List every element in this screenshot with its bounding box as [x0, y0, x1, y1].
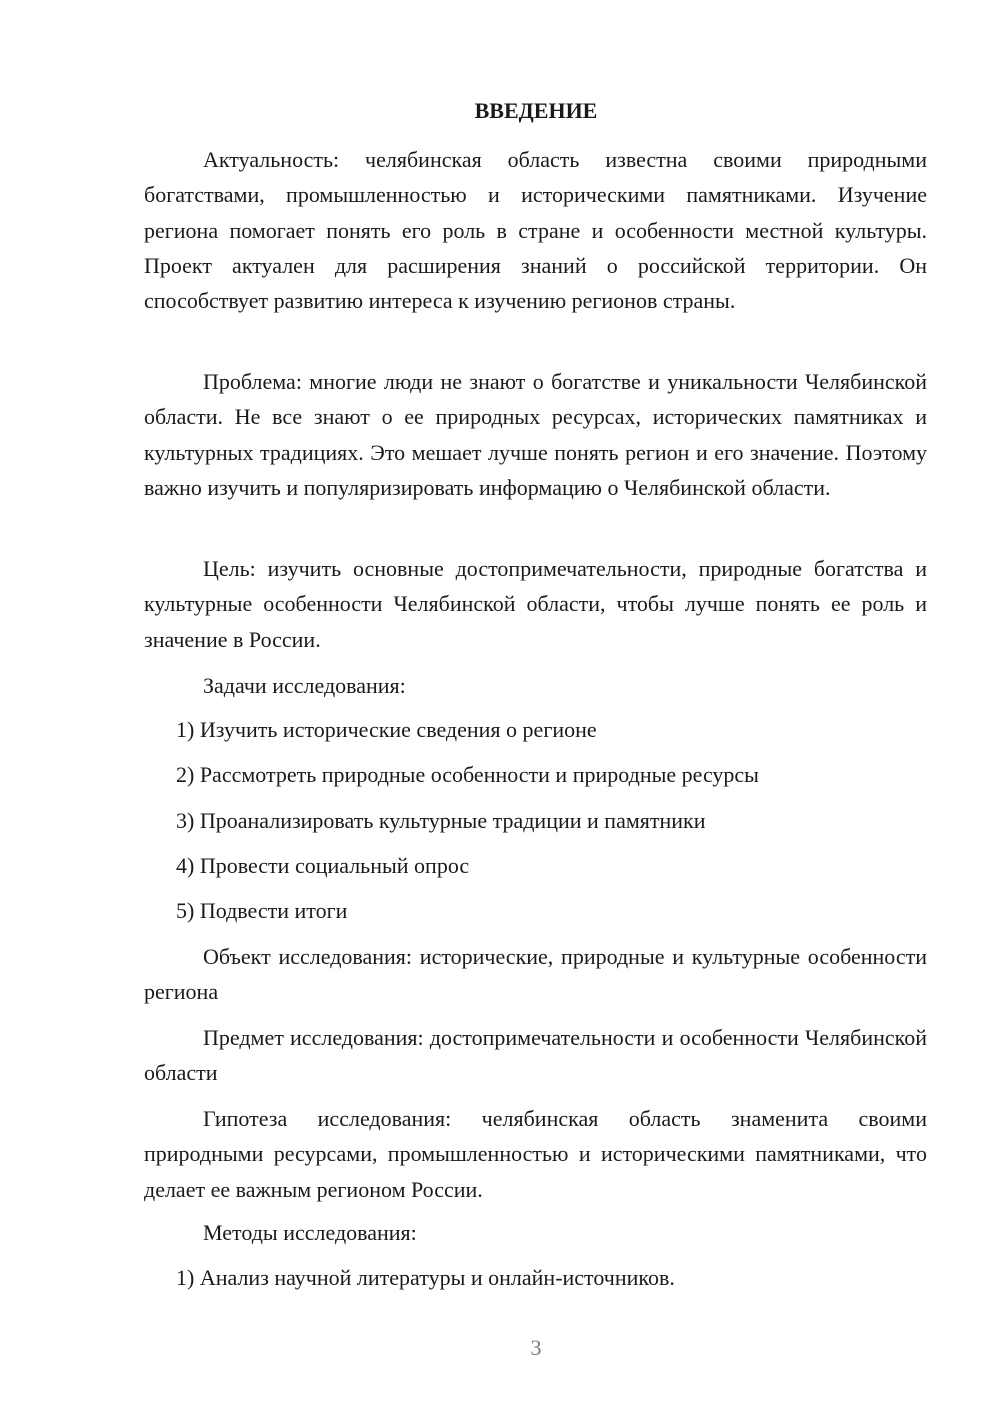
goal-paragraph	[144, 551, 927, 657]
subject-paragraph	[144, 1020, 927, 1091]
task-item: 4) Провести социальный опрос	[176, 853, 470, 878]
section-heading: ВВЕДЕНИЕ	[474, 98, 598, 123]
task-item: 3) Проанализировать культурные традиции и памятники	[176, 808, 706, 833]
task-item: 2) Рассмотреть природные особенности и природные ресурсы	[176, 762, 759, 787]
relevance-paragraph	[144, 142, 927, 318]
hypothesis-text: Гипотеза исследования: челябинская область знаменита своими природными ресурсами, промышленностью и историческими памятниками, что делает ее важным регионом России.	[144, 1106, 927, 1202]
page-number: 3	[530, 1335, 542, 1360]
hypothesis-paragraph	[144, 1101, 927, 1207]
relevance-text: Актуальность: челябинская область известна своими природными богатствами, промышленностью и историческими памятниками. Изучение региона помогает понять его роль в стране и особенности местной культуры. Проект актуален для расширения знаний о российской территории. Он способствует развитию интереса к изучению регионов страны.	[144, 147, 927, 314]
object-paragraph	[144, 939, 927, 1010]
problem-paragraph	[144, 364, 927, 505]
task-item: 1) Изучить исторические сведения о регионе	[176, 717, 597, 742]
method-item: 1) Анализ научной литературы и онлайн-источников.	[176, 1265, 675, 1290]
subject-text: Предмет исследования: достопримечательности и особенности Челябинской области	[144, 1025, 927, 1086]
tasks-label: Задачи исследования:	[203, 673, 406, 698]
goal-text: Цель: изучить основные достопримечательности, природные богатства и культурные особенности Челябинской области, чтобы лучше понять ее роль и значение в России.	[144, 556, 927, 652]
methods-label: Методы исследования:	[203, 1220, 417, 1245]
problem-text: Проблема: многие люди не знают о богатстве и уникальности Челябинской области. Не все знают о ее природных ресурсах, исторических памятниках и культурных традициях. Это мешает лучше понять регион и его значение. Поэтому важно изучить и популяризировать информацию о Челябинской области.	[144, 369, 927, 500]
object-text: Объект исследования: исторические, природные и культурные особенности региона	[144, 944, 927, 1005]
task-item: 5) Подвести итоги	[176, 898, 348, 923]
